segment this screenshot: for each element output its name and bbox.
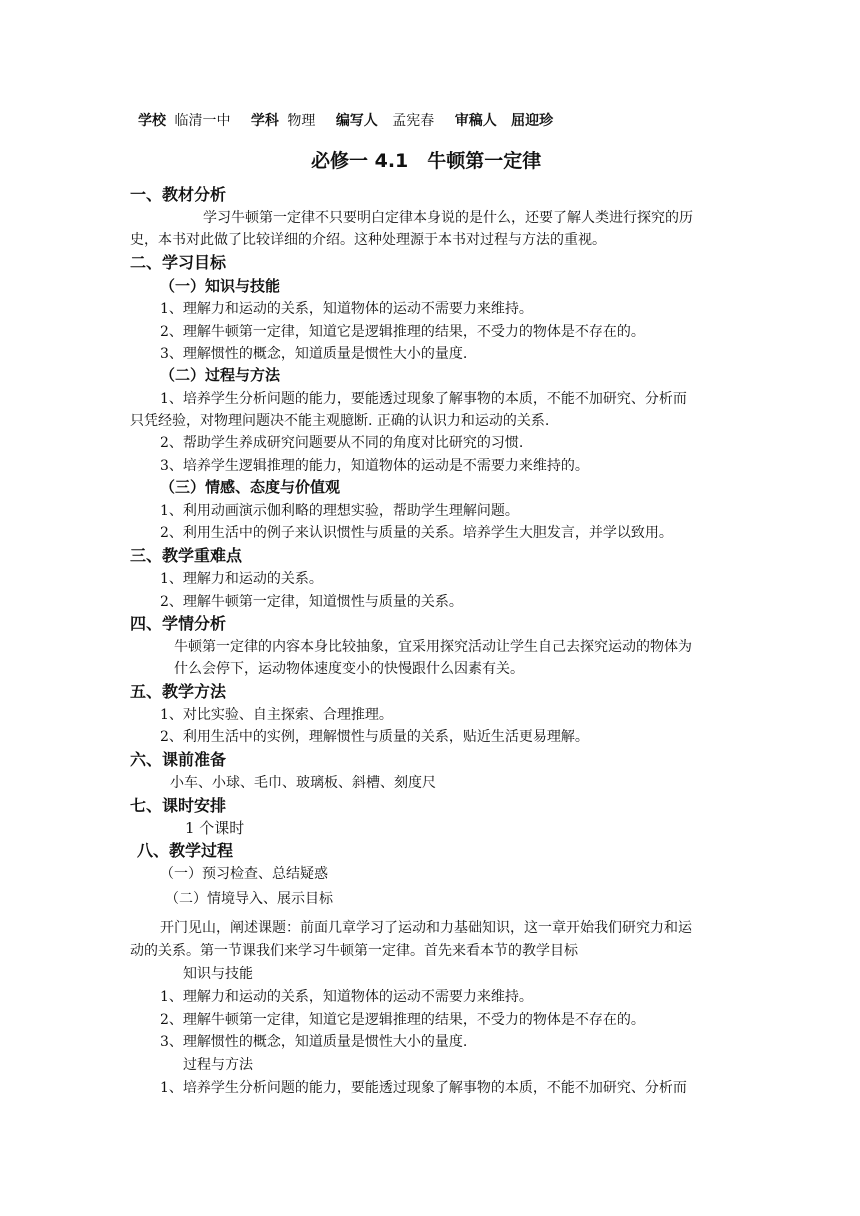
subsection-heading: （一）知识与技能 (160, 277, 281, 295)
list-item: 1、利用动画演示伽利略的理想实验，帮助学生理解问题。 (160, 503, 519, 519)
author-label: 编写人 (335, 113, 378, 129)
subsection-label: 过程与方法 (183, 1057, 253, 1073)
subsection-heading: （二）过程与方法 (160, 366, 281, 384)
paragraph-line: 什么会停下，运动物体速度变小的快慢跟什么因素有关。 (174, 661, 524, 677)
list-item: 2、理解牛顿第一定律，知道惯性与质量的关系。 (160, 594, 463, 610)
paragraph-line: 牛顿第一定律的内容本身比较抽象，宜采用探究活动让学生自己去探究运动的物体为 (174, 639, 692, 655)
section-heading: 四、学情分析 (130, 614, 227, 633)
list-item: 3、理解惯性的概念，知道质量是惯性大小的量度. (160, 1034, 468, 1050)
list-item: 3、理解惯性的概念，知道质量是惯性大小的量度. (160, 346, 468, 362)
school-value: 临清一中 (174, 113, 231, 129)
subsection-heading: （三）情感、态度与价值观 (160, 478, 341, 496)
paragraph-line: 开门见山，阐述课题：前面几章学习了运动和力基础知识，这一章开始我们研究力和运 (160, 920, 692, 936)
subject-value: 物理 (287, 113, 316, 129)
header-meta (138, 111, 557, 131)
paragraph-line: 史，本书对此做了比较详细的介绍。这种处理源于本书对过程与方法的重视。 (130, 232, 606, 248)
section-heading: 七、课时安排 (130, 796, 227, 815)
section-heading: 三、教学重难点 (130, 546, 243, 565)
list-item: 3、培养学生逻辑推理的能力，知道物体的运动是不需要力来维持的。 (160, 458, 589, 474)
subsection-label: 知识与技能 (183, 966, 253, 982)
step-heading: （二）情境导入、展示目标 (165, 891, 333, 907)
list-item: 2、帮助学生养成研究问题要从不同的角度对比研究的习惯. (160, 435, 524, 451)
list-item: 2、理解牛顿第一定律，知道它是逻辑推理的结果，不受力的物体是不存在的。 (160, 1012, 645, 1028)
page-title: 必修一 4.1 牛顿第一定律 (311, 150, 542, 172)
list-item: 1、培养学生分析问题的能力，要能透过现象了解事物的本质，不能不加研究、分析而 (160, 391, 687, 407)
section-heading: 六、课前准备 (130, 750, 227, 769)
paragraph-line: 动的关系。第一节课我们来学习牛顿第一定律。首先来看本节的教学目标 (130, 943, 578, 959)
list-item: 2、理解牛顿第一定律，知道它是逻辑推理的结果，不受力的物体是不存在的。 (160, 324, 645, 340)
paragraph-line: 学习牛顿第一定律不只要明白定律本身说的是什么，还要了解人类进行探究的历 (203, 210, 693, 226)
list-item: 1、理解力和运动的关系，知道物体的运动不需要力来维持。 (160, 989, 533, 1005)
section-heading: 一、教材分析 (130, 185, 227, 204)
list-item: 1、理解力和运动的关系。 (160, 571, 323, 587)
author-value: 孟宪春 (392, 113, 435, 129)
materials-list: 小车、小球、毛巾、玻璃板、斜槽、刻度尺 (170, 775, 436, 791)
subject-label: 学科 (250, 113, 279, 129)
list-item: 2、利用生活中的例子来认识惯性与质量的关系。培养学生大胆发言，并学以致用。 (160, 525, 673, 541)
section-heading: 二、学习目标 (130, 253, 227, 272)
list-item: 1、培养学生分析问题的能力，要能透过现象了解事物的本质，不能不加研究、分析而 (160, 1080, 687, 1096)
list-item: 1、理解力和运动的关系，知道物体的运动不需要力来维持。 (160, 301, 533, 317)
list-item: 2、利用生活中的实例，理解惯性与质量的关系，贴近生活更易理解。 (160, 729, 589, 745)
lesson-count: 1 个课时 (185, 819, 245, 837)
school-label: 学校 (138, 113, 166, 129)
list-item: 只凭经验，对物理问题决不能主观臆断. 正确的认识力和运动的关系. (130, 413, 550, 429)
section-heading: 八、教学过程 (137, 841, 234, 860)
step-heading: （一）预习检查、总结疑惑 (160, 866, 328, 882)
section-heading: 五、教学方法 (130, 682, 227, 701)
reviewer-label: 审稿人 (454, 113, 497, 129)
list-item: 1、对比实验、自主探索、合理推理。 (160, 707, 393, 723)
reviewer-value: 屈迎珍 (511, 113, 554, 129)
